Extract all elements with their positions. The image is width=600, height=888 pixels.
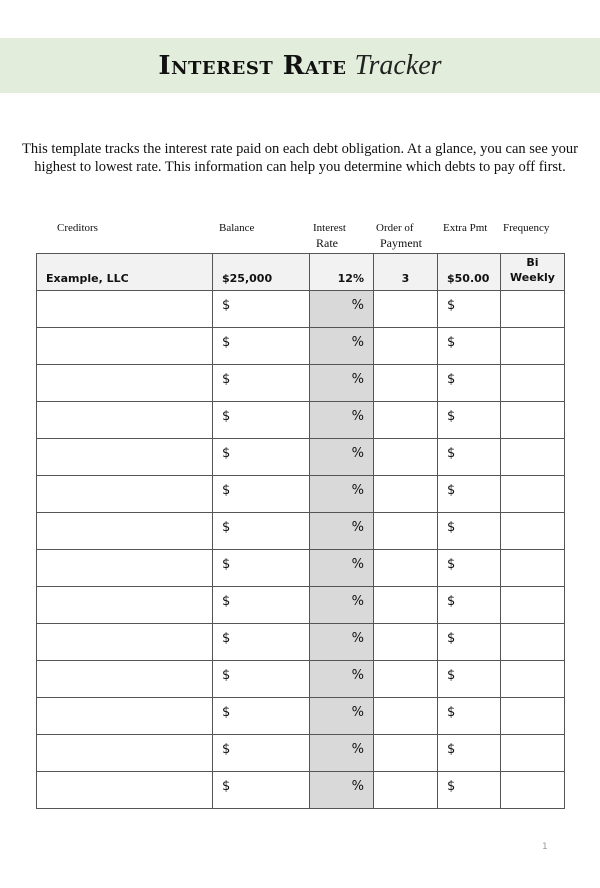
- extra-pmt-cell[interactable]: $: [438, 365, 501, 402]
- rate-cell[interactable]: %: [310, 476, 374, 513]
- balance-cell[interactable]: $: [213, 624, 310, 661]
- creditor-cell[interactable]: [37, 698, 213, 735]
- header-payment: Payment: [380, 236, 422, 250]
- title-banner: [0, 38, 600, 93]
- balance-cell[interactable]: $: [213, 439, 310, 476]
- balance-cell[interactable]: $: [213, 328, 310, 365]
- rate-cell[interactable]: %: [310, 365, 374, 402]
- header-order-of: Order of: [376, 222, 414, 234]
- extra-pmt-cell[interactable]: $: [438, 698, 501, 735]
- rate-cell[interactable]: %: [310, 402, 374, 439]
- creditor-cell[interactable]: [37, 550, 213, 587]
- rate-cell[interactable]: %: [310, 291, 374, 328]
- example-balance: $25,000: [213, 254, 310, 291]
- balance-cell[interactable]: $: [213, 550, 310, 587]
- header-frequency: Frequency: [503, 222, 550, 234]
- order-cell[interactable]: [374, 624, 438, 661]
- creditor-cell[interactable]: [37, 439, 213, 476]
- creditor-cell[interactable]: [37, 772, 213, 809]
- order-cell[interactable]: [374, 587, 438, 624]
- balance-cell[interactable]: $: [213, 661, 310, 698]
- balance-cell[interactable]: $: [213, 365, 310, 402]
- example-rate: 12%: [310, 254, 374, 291]
- table-row: [37, 772, 565, 809]
- creditor-cell[interactable]: [37, 735, 213, 772]
- order-cell[interactable]: [374, 661, 438, 698]
- table-row: [37, 587, 565, 624]
- example-frequency-line1: Bi: [526, 256, 539, 269]
- creditor-cell[interactable]: [37, 402, 213, 439]
- table-row: [37, 735, 565, 772]
- order-cell[interactable]: [374, 550, 438, 587]
- header-extra-pmt: Extra Pmt: [443, 222, 488, 234]
- rate-cell[interactable]: %: [310, 439, 374, 476]
- frequency-cell[interactable]: [501, 587, 565, 624]
- creditor-cell[interactable]: [37, 291, 213, 328]
- frequency-cell[interactable]: [501, 476, 565, 513]
- creditor-cell[interactable]: [37, 661, 213, 698]
- tracker-table: [36, 253, 565, 809]
- rate-cell[interactable]: %: [310, 661, 374, 698]
- balance-cell[interactable]: $: [213, 402, 310, 439]
- creditor-cell[interactable]: [37, 624, 213, 661]
- header-balance: Balance: [219, 222, 255, 234]
- order-cell[interactable]: [374, 772, 438, 809]
- example-row: [37, 254, 565, 291]
- balance-cell[interactable]: $: [213, 513, 310, 550]
- balance-cell[interactable]: $: [213, 476, 310, 513]
- example-frequency: [501, 254, 565, 291]
- table-row: [37, 513, 565, 550]
- extra-pmt-cell[interactable]: $: [438, 735, 501, 772]
- table-row: [37, 291, 565, 328]
- example-frequency-line2: Weekly: [510, 271, 555, 284]
- example-creditor: Example, LLC: [37, 254, 213, 291]
- order-cell[interactable]: [374, 439, 438, 476]
- frequency-cell[interactable]: [501, 698, 565, 735]
- extra-pmt-cell[interactable]: $: [438, 291, 501, 328]
- order-cell[interactable]: [374, 735, 438, 772]
- order-cell[interactable]: [374, 402, 438, 439]
- header-creditors: Creditors: [57, 222, 98, 234]
- rate-cell[interactable]: %: [310, 698, 374, 735]
- table-row: [37, 365, 565, 402]
- extra-pmt-cell[interactable]: $: [438, 328, 501, 365]
- extra-pmt-cell[interactable]: $: [438, 550, 501, 587]
- table-row: [37, 402, 565, 439]
- page-number: 1: [542, 842, 548, 852]
- balance-cell[interactable]: $: [213, 735, 310, 772]
- extra-pmt-cell[interactable]: $: [438, 402, 501, 439]
- extra-pmt-cell[interactable]: $: [438, 661, 501, 698]
- balance-cell[interactable]: $: [213, 587, 310, 624]
- balance-cell[interactable]: $: [213, 291, 310, 328]
- order-cell[interactable]: [374, 698, 438, 735]
- rate-cell[interactable]: %: [310, 735, 374, 772]
- frequency-cell[interactable]: [501, 550, 565, 587]
- rate-cell[interactable]: %: [310, 550, 374, 587]
- header-interest: Interest: [313, 222, 346, 234]
- rate-cell[interactable]: %: [310, 513, 374, 550]
- rate-cell[interactable]: %: [310, 772, 374, 809]
- frequency-cell[interactable]: [501, 772, 565, 809]
- frequency-cell[interactable]: [501, 365, 565, 402]
- frequency-cell[interactable]: [501, 624, 565, 661]
- rate-cell[interactable]: %: [310, 328, 374, 365]
- frequency-cell[interactable]: [501, 328, 565, 365]
- table-row: [37, 439, 565, 476]
- extra-pmt-cell[interactable]: $: [438, 439, 501, 476]
- balance-cell[interactable]: $: [213, 772, 310, 809]
- creditor-cell[interactable]: [37, 328, 213, 365]
- title-script: Tracker: [354, 49, 442, 81]
- header-rate: Rate: [316, 236, 338, 250]
- example-extra: $50.00: [438, 254, 501, 291]
- frequency-cell[interactable]: [501, 291, 565, 328]
- frequency-cell[interactable]: [501, 439, 565, 476]
- creditor-cell[interactable]: [37, 365, 213, 402]
- frequency-cell[interactable]: [501, 513, 565, 550]
- frequency-cell[interactable]: [501, 402, 565, 439]
- order-cell[interactable]: [374, 365, 438, 402]
- order-cell[interactable]: [374, 291, 438, 328]
- balance-cell[interactable]: $: [213, 698, 310, 735]
- extra-pmt-cell[interactable]: $: [438, 587, 501, 624]
- extra-pmt-cell[interactable]: $: [438, 476, 501, 513]
- table-row: [37, 624, 565, 661]
- rate-cell[interactable]: %: [310, 624, 374, 661]
- creditor-cell[interactable]: [37, 587, 213, 624]
- table-row: [37, 698, 565, 735]
- extra-pmt-cell[interactable]: $: [438, 513, 501, 550]
- frequency-cell[interactable]: [501, 661, 565, 698]
- title-main: Interest Rate: [158, 50, 347, 81]
- intro-text: This template tracks the interest rate paid on each debt obligation. At a glance, you can see your highest to lowest rate. This information can help you determine which debts to pay off first.: [21, 141, 579, 175]
- table-row: [37, 328, 565, 365]
- rate-cell[interactable]: %: [310, 587, 374, 624]
- creditor-cell[interactable]: [37, 476, 213, 513]
- table-row: [37, 476, 565, 513]
- extra-pmt-cell[interactable]: $: [438, 624, 501, 661]
- creditor-cell[interactable]: [37, 513, 213, 550]
- frequency-cell[interactable]: [501, 735, 565, 772]
- extra-pmt-cell[interactable]: $: [438, 772, 501, 809]
- table-row: [37, 550, 565, 587]
- order-cell[interactable]: [374, 476, 438, 513]
- order-cell[interactable]: [374, 513, 438, 550]
- table-row: [37, 661, 565, 698]
- example-order: 3: [374, 254, 438, 291]
- order-cell[interactable]: [374, 328, 438, 365]
